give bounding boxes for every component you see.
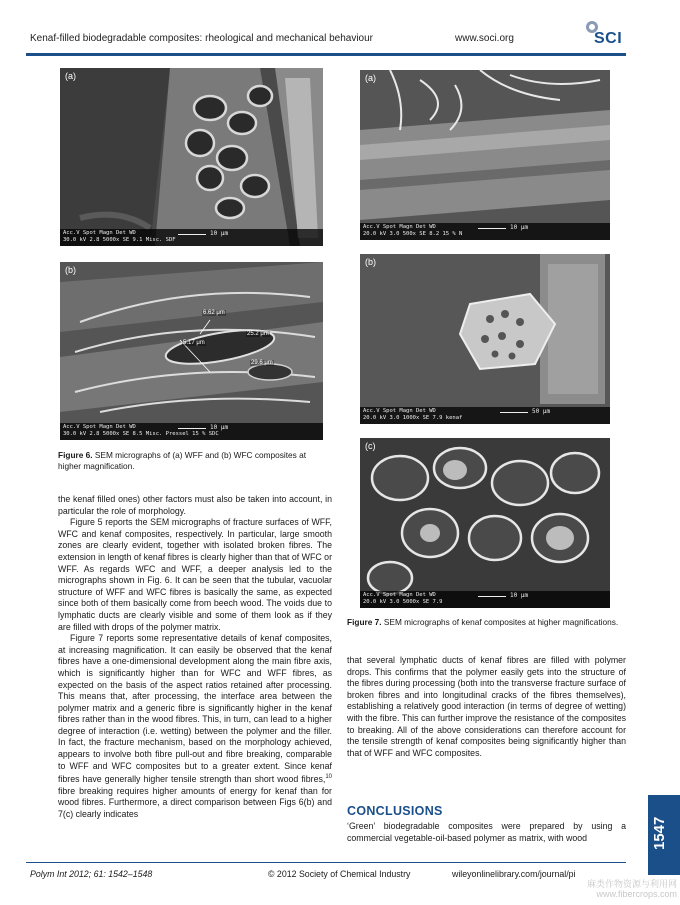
paragraph: ‘Green’ biodegradable composites were prepared by using a commercial vegetable-oil-based polymer as matrix, with wood xyxy=(347,821,626,843)
paragraph: Figure 5 reports the SEM micrographs of fracture surfaces of WFF, WFC and kenaf composites, respectively. In particular, large smooth zones are clearly evident, together with isolated broken fibres. The extension in length of kenaf fibres is clearly higher than that of WFC or WFF. As regards WFC and WFF, a deeper analysis led to the micrographs shown in Fig. 6. It can be seen that the tubular, vacuolar structure of WFF and WFC fibres is basically the same, as expected since both of them basically come from beech wood. The voids due to lymphatic ducts are clearly visible and some of them look as if they are filled with drops of the polymer matrix. xyxy=(58,517,332,632)
right-column-text xyxy=(347,655,626,759)
figure7-panel-a xyxy=(360,70,610,240)
caption-text: SEM micrographs of (a) WFF and (b) WFC composites at higher magnification. xyxy=(58,450,307,471)
sem-texture xyxy=(60,68,323,246)
sem-databar xyxy=(60,229,323,246)
panel-label: (b) xyxy=(365,257,376,267)
panel-label: (b) xyxy=(65,265,76,275)
watermark xyxy=(587,879,677,899)
scale-bar xyxy=(178,428,206,429)
page-number: 1547 xyxy=(651,816,668,850)
panel-label: (a) xyxy=(365,73,376,83)
running-header-title: Kenaf-filled biodegradable composites: rheological and mechanical behaviour xyxy=(30,33,373,44)
figure6-panel-b xyxy=(60,262,323,440)
sem-databar xyxy=(360,591,610,608)
header-divider xyxy=(26,53,626,56)
left-column-text xyxy=(58,494,332,821)
databar-line1: Acc.V Spot Magn Det WD xyxy=(363,224,436,230)
sem-texture xyxy=(360,254,610,424)
databar-line2: 30.0 kV 2.8 5000x SE 9.1 Misc. SDF xyxy=(63,237,176,243)
measurement-label: 6.62 μm xyxy=(203,310,225,316)
scale-label: 10 μm xyxy=(210,230,229,237)
figure6-panel-a xyxy=(60,68,323,246)
databar-line2: 20.0 kV 3.0 500x SE 8.2 15 % N xyxy=(363,231,463,237)
sem-texture xyxy=(60,262,323,440)
paragraph: the kenaf filled ones) other factors must also be taken into account, in particular the role of morphology. xyxy=(58,494,332,516)
paragraph-text: fibre breaking requires higher amounts of energy for kenaf than for wood fibres. Furthermore, a direct comparison between Figs 6(b) and 7(c) clearly indicates xyxy=(58,785,332,819)
sem-texture xyxy=(360,438,610,608)
scale-label: 50 μm xyxy=(532,408,551,415)
scale-bar xyxy=(478,596,506,597)
scale-bar xyxy=(500,412,528,413)
citation-ref[interactable]: 10 xyxy=(325,774,332,781)
footer-journal: Polym Int 2012; 61: 1542–1548 xyxy=(30,869,153,879)
watermark-line: www.fibercrops.com xyxy=(596,889,677,899)
sem-databar xyxy=(360,407,610,424)
figure7-panel-b xyxy=(360,254,610,424)
paragraph: that several lymphatic ducts of kenaf fibres are filled with polymer drops. This confirms that the polymer easily gets into the structure of the fibres during processing (both into the transverse fracture surface of broken fibres and into longitudinal cracks of the fibres themselves), establishing a relatively good interaction (in terms of degree of wetting) with the fibre. This can further improve the resistance of the composites to breaking. All of the above considerations can therefore account for the tensile strength of kenaf composites being significantly higher than that of WFF and WFC composites. xyxy=(347,655,626,758)
databar-line1: Acc.V Spot Magn Det WD xyxy=(63,230,136,236)
footer-divider xyxy=(26,862,626,863)
databar-line1: Acc.V Spot Magn Det WD xyxy=(363,592,436,598)
databar-line2: 20.0 kV 3.0 1000x SE 7.9 kenaf xyxy=(363,415,463,421)
paragraph xyxy=(58,633,332,820)
figure6-caption xyxy=(58,450,330,472)
watermark-line: 麻类作物资源与利用网 xyxy=(586,879,677,889)
scale-label: 10 μm xyxy=(510,592,529,599)
databar-line2: 20.0 kV 3.0 5000x SE 7.9 xyxy=(363,599,443,605)
scale-label: 10 μm xyxy=(510,224,529,231)
panel-label: (c) xyxy=(365,441,376,451)
page-number-tab xyxy=(648,795,680,875)
scale-bar xyxy=(478,228,506,229)
scale-bar xyxy=(178,234,206,235)
figure7-panel-c xyxy=(360,438,610,608)
databar-line1: Acc.V Spot Magn Det WD xyxy=(363,408,436,414)
section-heading: CONCLUSIONS xyxy=(347,804,443,818)
footer-copyright: © 2012 Society of Chemical Industry xyxy=(268,869,411,879)
panel-label: (a) xyxy=(65,71,76,81)
logo-text: SCI xyxy=(594,30,623,47)
figure7-caption xyxy=(347,617,632,628)
sci-logo xyxy=(584,18,632,48)
caption-label: Figure 7. xyxy=(347,617,382,627)
caption-text: SEM micrographs of kenaf composites at higher magnifications. xyxy=(381,617,619,627)
databar-line1: Acc.V Spot Magn Det WD xyxy=(63,424,136,430)
footer-url[interactable]: wileyonlinelibrary.com/journal/pi xyxy=(452,869,576,879)
header-url[interactable]: www.soci.org xyxy=(455,33,514,44)
right-column-text xyxy=(347,821,626,844)
sem-databar xyxy=(360,223,610,240)
measurement-label: 5.17 μm xyxy=(183,340,205,346)
measurement-label: 25.2 μm xyxy=(247,331,269,337)
measurement-label: 29.6 μm xyxy=(251,360,273,366)
scale-label: 10 μm xyxy=(210,424,229,431)
databar-line2: 30.0 kV 2.8 5000x SE 8.5 Misc. Pressel 15 % SDC xyxy=(63,431,219,437)
paragraph-text: Figure 7 reports some representative details of kenaf composites, at increasing magnification. It can easily be observed that the kenaf fibres have a one-dimensional development along the main fibre axis, which is significantly higher than for WFC and WFF fibres, as expected on the basis of the aspect ratios retained after processing. This means that, after processing, the interface area between the polymer matrix and a generic fibre is significantly higher in the kenaf fibres rather than in the wood fibres. This, in turn, can lead to a higher degree of interaction (i.e. wetting) between the polymer and the filler. In fact, the fracture mechanism, based on the morphology achieved, appears to involve both fibre pull-out and fibre breaking, comparable to WFF and WFC composites but to a greater extent. Since kenaf fibres have generally higher tensile strength than short wood fibres, xyxy=(58,633,332,785)
sem-databar xyxy=(60,423,323,440)
sem-texture xyxy=(360,70,610,240)
caption-label: Figure 6. xyxy=(58,450,93,460)
